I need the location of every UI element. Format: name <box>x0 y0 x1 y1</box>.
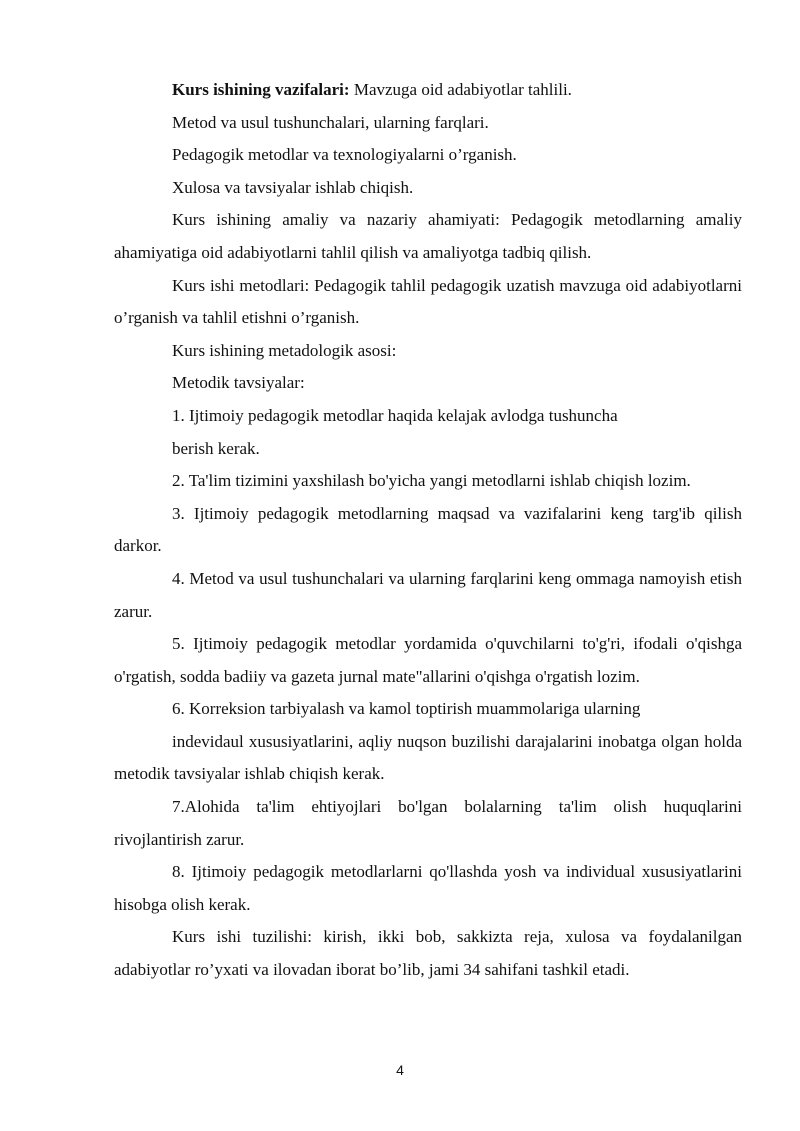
paragraph-significance: Kurs ishining amaliy va nazariy ahamiyati: Pedagogik metodlarning amaliy ahamiyatiga oid adabiyotlarni tahlil qilish va amaliyotga tadbiq qilish. <box>114 210 742 262</box>
list-item-5: 5. Ijtimoiy pedagogik metodlar yordamida o'quvchilarni to'g'ri, ifodali o'qishga o'rgatish, sodda badiiy va gazeta jurnal mate"allarini o'qishga o'rgatish lozim. <box>114 634 742 686</box>
paragraph: Pedagogik metodlar va texnologiyalarni o’rganish. <box>172 145 517 165</box>
list-item-4: 4. Metod va usul tushunchalari va ularning farqlarini keng ommaga namoyish etish zarur. <box>114 568 742 621</box>
paragraph-recommendations-heading: Metodik tavsiyalar: <box>172 373 305 393</box>
paragraph-methodological-basis: Kurs ishining metadologik asosi: <box>172 340 397 360</box>
paragraph: Metod va usul tushunchalari, ularning farqlari. <box>172 112 489 132</box>
list-item-3: 3. Ijtimoiy pedagogik metodlarning maqsad va vazifalarini keng targ'ib qilish darkor. <box>114 503 742 556</box>
paragraph: Xulosa va tavsiyalar ishlab chiqish. <box>172 177 414 197</box>
document-body <box>114 74 742 987</box>
paragraph-tasks <box>114 74 742 107</box>
tasks-text: Mavzuga oid adabiyotlar tahlili. <box>349 80 572 99</box>
list-item-8: 8. Ijtimoiy pedagogik metodlarlarni qo'llashda yosh va individual xususiyatlarini hisobga olish kerak. <box>114 862 742 914</box>
list-item-1: 1. Ijtimoiy pedagogik metodlar haqida kelajak avlodga tushuncha <box>172 405 618 425</box>
paragraph-methods: Kurs ishi metodlari: Pedagogik tahlil pedagogik uzatish mavzuga oid adabiyotlarni o’rganish va tahlil etishni o’rganish. <box>114 275 742 328</box>
page-number: 4 <box>396 1062 404 1078</box>
list-item-6-continued: indevidaul xususiyatlarini, aqliy nuqson buzilishi darajalarini inobatga olgan holda metodik tavsiyalar ishlab chiqish kerak. <box>114 731 742 784</box>
list-item-2: 2. Ta'lim tizimini yaxshilash bo'yicha yangi metodlarni ishlab chiqish lozim. <box>172 471 691 491</box>
list-item-1-continued: berish kerak. <box>172 438 260 458</box>
tasks-heading: Kurs ishining vazifalari: <box>172 80 350 99</box>
list-item-6: 6. Korreksion tarbiyalash va kamol toptirish muammolariga ularning <box>172 699 641 719</box>
list-item-7: 7.Alohida ta'lim ehtiyojlari bo'lgan bolalarning ta'lim olish huquqlarini rivojlantirish zarur. <box>114 797 742 849</box>
paragraph-structure: Kurs ishi tuzilishi: kirish, ikki bob, sakkizta reja, xulosa va foydalanilgan adabiyotlar ro’yxati va ilovadan iborat bo’lib, jami 34 sahifani tashkil etadi. <box>114 927 742 980</box>
